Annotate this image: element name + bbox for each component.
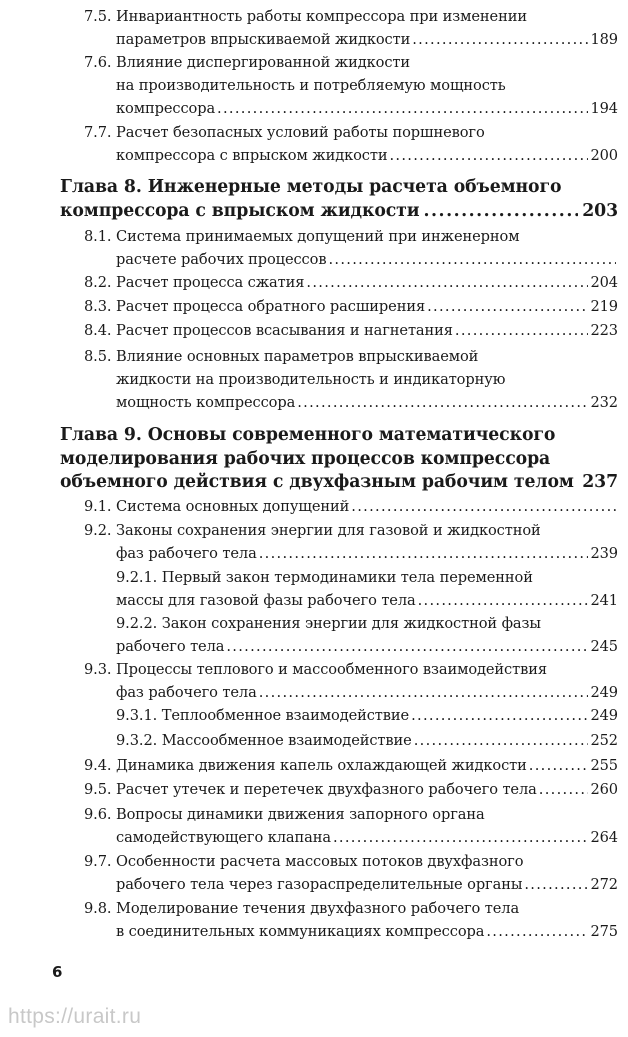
entry-page: 204	[590, 274, 618, 291]
entry-page: 252	[590, 732, 618, 749]
watermark-url: https://urait.ru	[8, 1005, 142, 1028]
entry-number: 9.4.	[84, 757, 112, 774]
chapter-title-line: компрессора с впрыском жидкости	[60, 200, 420, 221]
entry-page: 189	[590, 31, 618, 48]
entry-title-line: Расчет процессов всасывания и нагнетания	[116, 322, 453, 339]
entry-number: 9.3.	[84, 661, 112, 678]
chapter-8-heading	[60, 176, 618, 223]
entry-title-line: Особенности расчета массовых потоков двухфазного	[116, 853, 524, 870]
entry-page: 239	[590, 545, 618, 562]
toc-entry-9-4	[84, 754, 618, 777]
entry-page: 232	[590, 394, 618, 411]
leader-dots	[259, 542, 589, 565]
entry-title-line: фаз рабочего тела	[116, 545, 257, 562]
entry-title-line: Расчет процесса сжатия	[116, 274, 305, 291]
entry-number: 9.7.	[84, 853, 112, 870]
entry-title-line: Система основных допущений	[116, 498, 350, 515]
entry-title-line: параметров впрыскиваемой жидкости	[116, 31, 411, 48]
leader-dots	[455, 319, 589, 342]
leader-dots	[259, 681, 589, 704]
toc-entry-9-3-2	[116, 729, 618, 752]
entry-title-line: самодействующего клапана	[116, 829, 331, 846]
leader-dots	[411, 704, 588, 727]
entry-title-line: расчете рабочих процессов	[116, 251, 327, 268]
leader-dots	[351, 495, 616, 518]
entry-title-line: рабочего тела	[116, 638, 225, 655]
chapter-title-line: Глава 8. Инженерные методы расчета объемного	[60, 177, 562, 197]
entry-page: 260	[590, 781, 618, 798]
entry-title-line: жидкости на производительность и индикаторную	[116, 371, 506, 388]
entry-number: 9.3.1.	[116, 707, 158, 724]
leader-dots	[424, 200, 579, 224]
toc-entry-9-2-1	[116, 566, 618, 612]
entry-title-line: в соединительных коммуникациях компрессора	[116, 923, 485, 940]
toc-entry-8-3	[84, 295, 618, 318]
toc-entry-9-3	[84, 658, 618, 704]
entry-page: 264	[590, 829, 618, 846]
toc-entry-9-2	[84, 519, 618, 565]
entry-title-line: Закон сохранения энергии для жидкостной фазы	[161, 615, 541, 632]
toc-entry-8-5	[84, 345, 618, 414]
leader-dots	[297, 391, 588, 414]
leader-dots	[524, 873, 588, 896]
entry-title-line: Влияние основных параметров впрыскиваемой	[116, 348, 479, 365]
leader-dots	[412, 28, 588, 51]
entry-title-line: Массообменное взаимодействие	[161, 732, 412, 749]
entry-title-line: Расчет утечек и перетечек двухфазного рабочего тела	[116, 781, 537, 798]
entry-number: 8.2.	[84, 274, 112, 291]
toc-entry-7-5	[84, 5, 618, 51]
chapter-title-line: моделирования рабочих процессов компрессора	[60, 448, 551, 469]
entry-number: 9.6.	[84, 806, 112, 823]
chapter-page: 237	[582, 472, 618, 492]
entry-title-line: Динамика движения капель охлаждающей жидкости	[116, 757, 527, 774]
entry-title-line: Вопросы динамики движения запорного органа	[116, 806, 485, 823]
entry-page: 194	[590, 100, 618, 117]
leader-dots	[389, 144, 588, 167]
entry-title-line: Первый закон термодинамики тела переменной	[161, 569, 533, 586]
entry-number: 8.1.	[84, 228, 112, 245]
entry-title-line: Расчет процесса обратного расширения	[116, 298, 426, 315]
leader-dots	[333, 826, 588, 849]
leader-dots	[306, 271, 588, 294]
entry-number: 9.1.	[84, 498, 112, 515]
entry-title-line: компрессора с впрыском жидкости	[116, 147, 388, 164]
entry-number: 7.5.	[84, 8, 112, 25]
entry-number: 9.3.2.	[116, 732, 158, 749]
chapter-page: 203	[582, 200, 618, 221]
leader-dots	[328, 248, 616, 271]
entry-number: 9.2.1.	[116, 569, 158, 586]
entry-page: 219	[590, 298, 618, 315]
entry-page: 245	[590, 638, 618, 655]
leader-dots	[486, 920, 588, 943]
toc-entry-8-2	[84, 271, 618, 294]
toc-entry-9-5	[84, 778, 618, 801]
entry-number: 9.2.	[84, 522, 112, 539]
entry-title-line: мощность компрессора	[116, 394, 296, 411]
chapter-title-line: объемного действия с двухфазным рабочим телом	[60, 472, 574, 492]
leader-dots	[217, 97, 588, 120]
entry-title-line: Инвариантность работы компрессора при изменении	[116, 8, 527, 25]
chapter-9-heading	[60, 424, 618, 495]
leader-dots	[414, 729, 589, 752]
entry-title-line: массы для газовой фазы рабочего тела	[116, 592, 416, 609]
entry-page: 223	[590, 322, 618, 339]
entry-title-line: Теплообменное взаимодействие	[161, 707, 410, 724]
toc-entry-9-3-1	[116, 704, 618, 727]
toc-entry-9-8	[84, 897, 618, 943]
toc-entry-8-1	[84, 225, 618, 271]
entry-title-line: рабочего тела через газораспределительные органы	[116, 876, 523, 893]
toc-entry-9-1	[84, 495, 618, 518]
entry-number: 8.5.	[84, 348, 112, 365]
entry-page: 275	[590, 923, 618, 940]
entry-number: 9.8.	[84, 900, 112, 917]
entry-title-line: Процессы теплового и массообменного взаимодействия	[116, 661, 547, 678]
toc-entry-9-2-2	[116, 612, 618, 658]
entry-page: 272	[590, 876, 618, 893]
entry-title-line: Расчет безопасных условий работы поршневого	[116, 124, 485, 141]
leader-dots	[529, 754, 589, 777]
entry-title-line: Законы сохранения энергии для газовой и жидкостной	[116, 522, 541, 539]
toc-entry-8-4	[84, 319, 618, 342]
entry-title-line: Система принимаемых допущений при инженерном	[116, 228, 520, 245]
entry-number: 9.2.2.	[116, 615, 158, 632]
entry-title-line: Влияние диспергированной жидкости	[116, 54, 410, 71]
entry-number: 7.7.	[84, 124, 112, 141]
chapter-title-line: Глава 9. Основы современного математического	[60, 425, 556, 445]
entry-page: 255	[590, 757, 618, 774]
toc-entry-9-7	[84, 850, 618, 896]
toc-entry-9-6	[84, 803, 618, 849]
leader-dots	[226, 635, 588, 658]
entry-page: 249	[590, 707, 618, 724]
entry-number: 9.5.	[84, 781, 112, 798]
entry-page: 241	[590, 592, 618, 609]
entry-page: 200	[590, 147, 618, 164]
entry-number: 8.3.	[84, 298, 112, 315]
entry-number: 7.6.	[84, 54, 112, 71]
entry-title-line: Моделирование течения двухфазного рабочего тела	[116, 900, 520, 917]
leader-dots	[418, 589, 589, 612]
page-number: 6	[52, 963, 63, 981]
entry-title-line: компрессора	[116, 100, 216, 117]
leader-dots	[539, 778, 589, 801]
entry-page: 249	[590, 684, 618, 701]
entry-title-line: на производительность и потребляемую мощность	[116, 77, 506, 94]
entry-number: 8.4.	[84, 322, 112, 339]
entry-title-line: фаз рабочего тела	[116, 684, 257, 701]
toc-entry-7-6	[84, 51, 618, 120]
toc-entry-7-7	[84, 121, 618, 167]
leader-dots	[427, 295, 588, 318]
